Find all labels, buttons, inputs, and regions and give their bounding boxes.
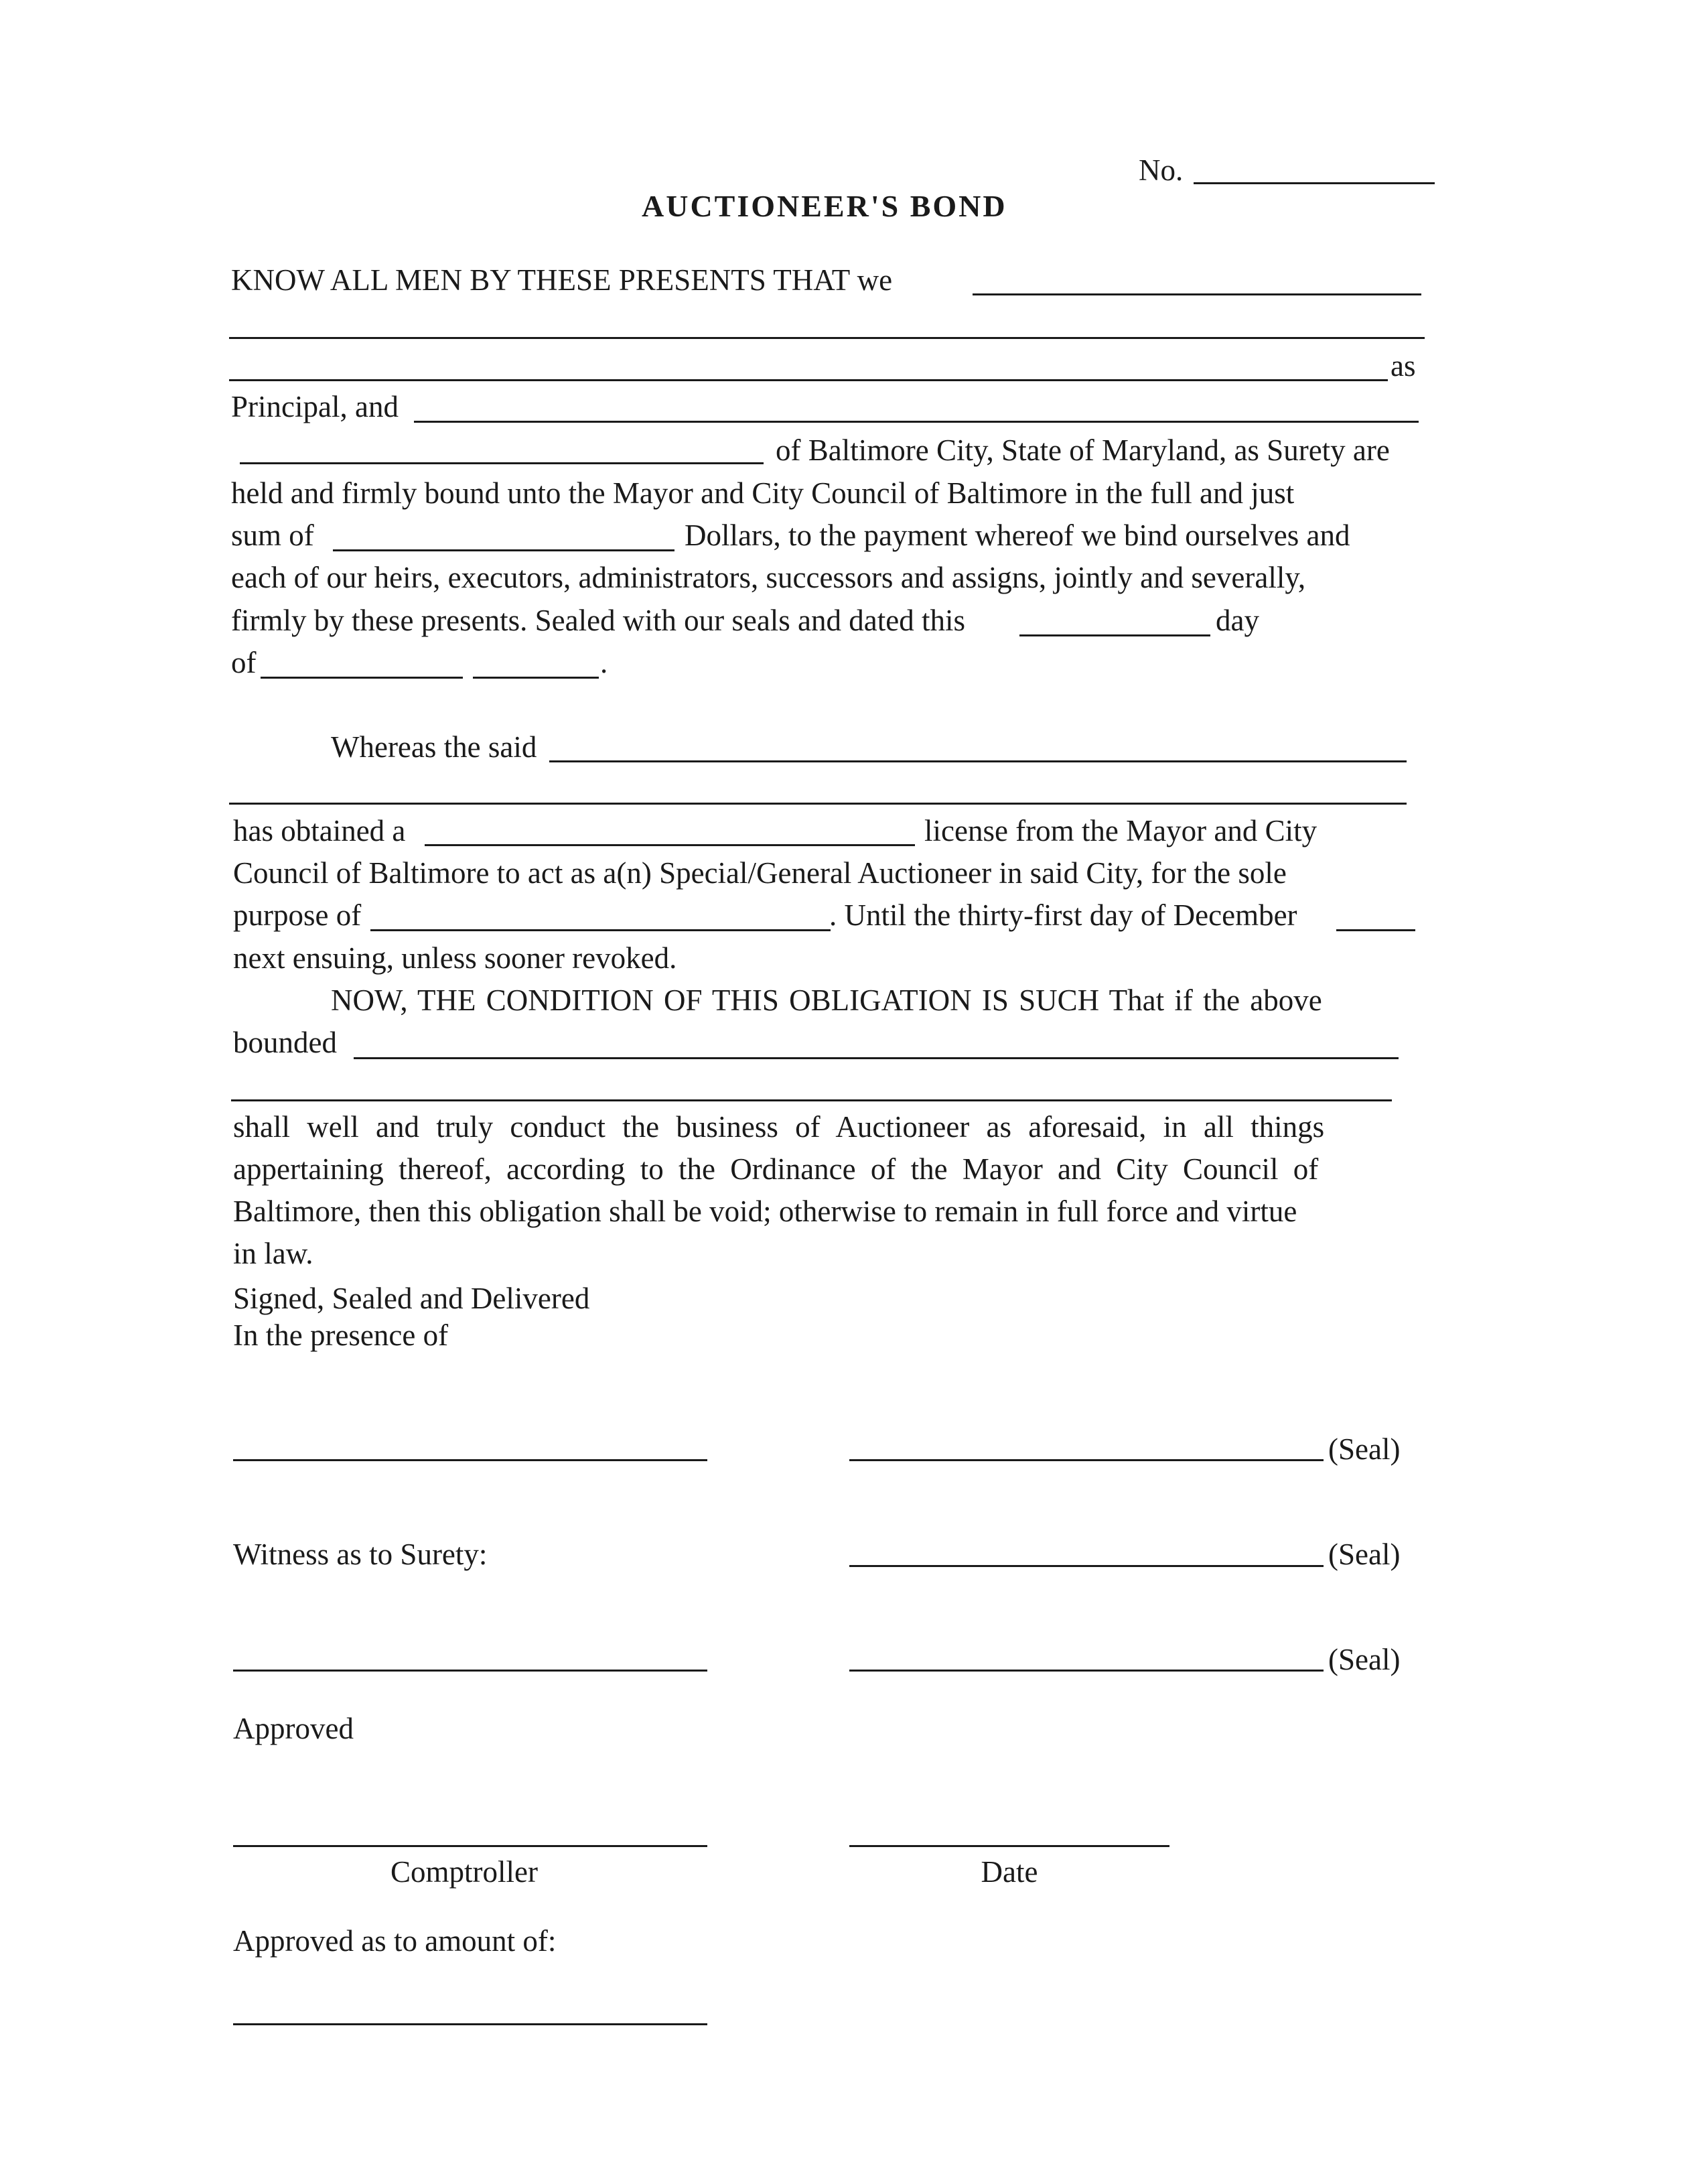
bounded-text: bounded [233, 1026, 337, 1059]
seal-label-3: (Seal) [1328, 1643, 1401, 1676]
in-law-text: in law. [233, 1237, 313, 1270]
page-title: AUCTIONEER'S BOND [642, 189, 1007, 223]
bounded-name-field-2[interactable] [231, 1099, 1392, 1101]
licensee-name-field-2[interactable] [229, 803, 1407, 805]
sum-amount-field[interactable] [333, 549, 674, 551]
comptroller-signature-line[interactable] [233, 1845, 707, 1847]
condition-text: NOW, THE CONDITION OF THIS OBLIGATION IS SUCH That if the above [331, 983, 1322, 1017]
license-from-text: license from the Mayor and City [924, 814, 1318, 847]
surety-signature-line-1[interactable] [849, 1565, 1324, 1567]
next-ensuing-text: next ensuing, unless sooner revoked. [233, 941, 677, 975]
bond-number-field[interactable] [1194, 182, 1435, 184]
number-label: No. [1139, 153, 1184, 187]
witness-signature-line-2[interactable] [233, 1670, 707, 1672]
presence-text: In the presence of [233, 1318, 449, 1352]
principal-name-field-1[interactable] [973, 293, 1421, 295]
appertaining-text: appertaining thereof, according to the Ordinance of the Mayor and City Council of [233, 1152, 1319, 1186]
day-field[interactable] [1019, 634, 1210, 636]
principal-signature-line[interactable] [849, 1459, 1324, 1461]
seal-label-2: (Seal) [1328, 1538, 1401, 1571]
has-obtained-text: has obtained a [233, 814, 406, 847]
comptroller-label: Comptroller [390, 1855, 538, 1889]
year-field[interactable] [473, 677, 599, 679]
bounded-name-field-1[interactable] [354, 1057, 1399, 1059]
day-text: day [1216, 604, 1259, 637]
approved-amount-text: Approved as to amount of: [233, 1924, 557, 1958]
signed-sealed-text: Signed, Sealed and Delivered [233, 1282, 590, 1315]
council-auctioneer-text: Council of Baltimore to act as a(n) Special/General Auctioneer in said City, for the sole [233, 856, 1287, 890]
purpose-of-text: purpose of [233, 898, 362, 932]
license-type-field[interactable] [425, 844, 915, 846]
dollars-text: Dollars, to the payment whereof we bind ourselves and [685, 519, 1350, 552]
surety-name-field-1[interactable] [414, 421, 1419, 423]
surety-signature-line-2[interactable] [849, 1670, 1324, 1672]
witness-signature-line-1[interactable] [233, 1459, 707, 1461]
approved-text: Approved [233, 1712, 354, 1745]
december-year-field[interactable] [1336, 929, 1415, 931]
month-field[interactable] [261, 677, 463, 679]
heirs-text: each of our heirs, executors, administrators, successors and assigns, jointly and severally, [231, 561, 1306, 594]
whereas-text: Whereas the said [331, 730, 537, 764]
sealed-dated-text: firmly by these presents. Sealed with our seals and dated this [231, 604, 965, 637]
void-text: Baltimore, then this obligation shall be void; otherwise to remain in full force and virtue [233, 1195, 1297, 1228]
know-all-men-text: KNOW ALL MEN BY THESE PRESENTS THAT we [231, 263, 893, 297]
purpose-field[interactable] [370, 929, 831, 931]
as-text: as [1391, 349, 1416, 383]
principal-name-field-3[interactable] [229, 379, 1388, 381]
until-december-text: . Until the thirty-first day of December [829, 898, 1297, 932]
witness-surety-text: Witness as to Surety: [233, 1538, 488, 1571]
conduct-business-text: shall well and truly conduct the business of Auctioneer as aforesaid, in all things [233, 1110, 1325, 1144]
held-bound-text: held and firmly bound unto the Mayor and City Council of Baltimore in the full and just [231, 476, 1295, 510]
surety-name-field-2[interactable] [240, 462, 764, 464]
principal-and-text: Principal, and [231, 390, 399, 423]
principal-name-field-2[interactable] [229, 337, 1425, 339]
date-label: Date [981, 1855, 1038, 1889]
period-text: . [600, 646, 608, 679]
surety-city-text: of Baltimore City, State of Maryland, as Surety are [776, 433, 1390, 467]
licensee-name-field-1[interactable] [549, 760, 1407, 762]
approved-amount-signature-line[interactable] [233, 2023, 707, 2025]
seal-label-1: (Seal) [1328, 1432, 1401, 1466]
date-line[interactable] [849, 1845, 1169, 1847]
sum-of-text: sum of [231, 519, 314, 552]
of-text: of [231, 646, 257, 679]
